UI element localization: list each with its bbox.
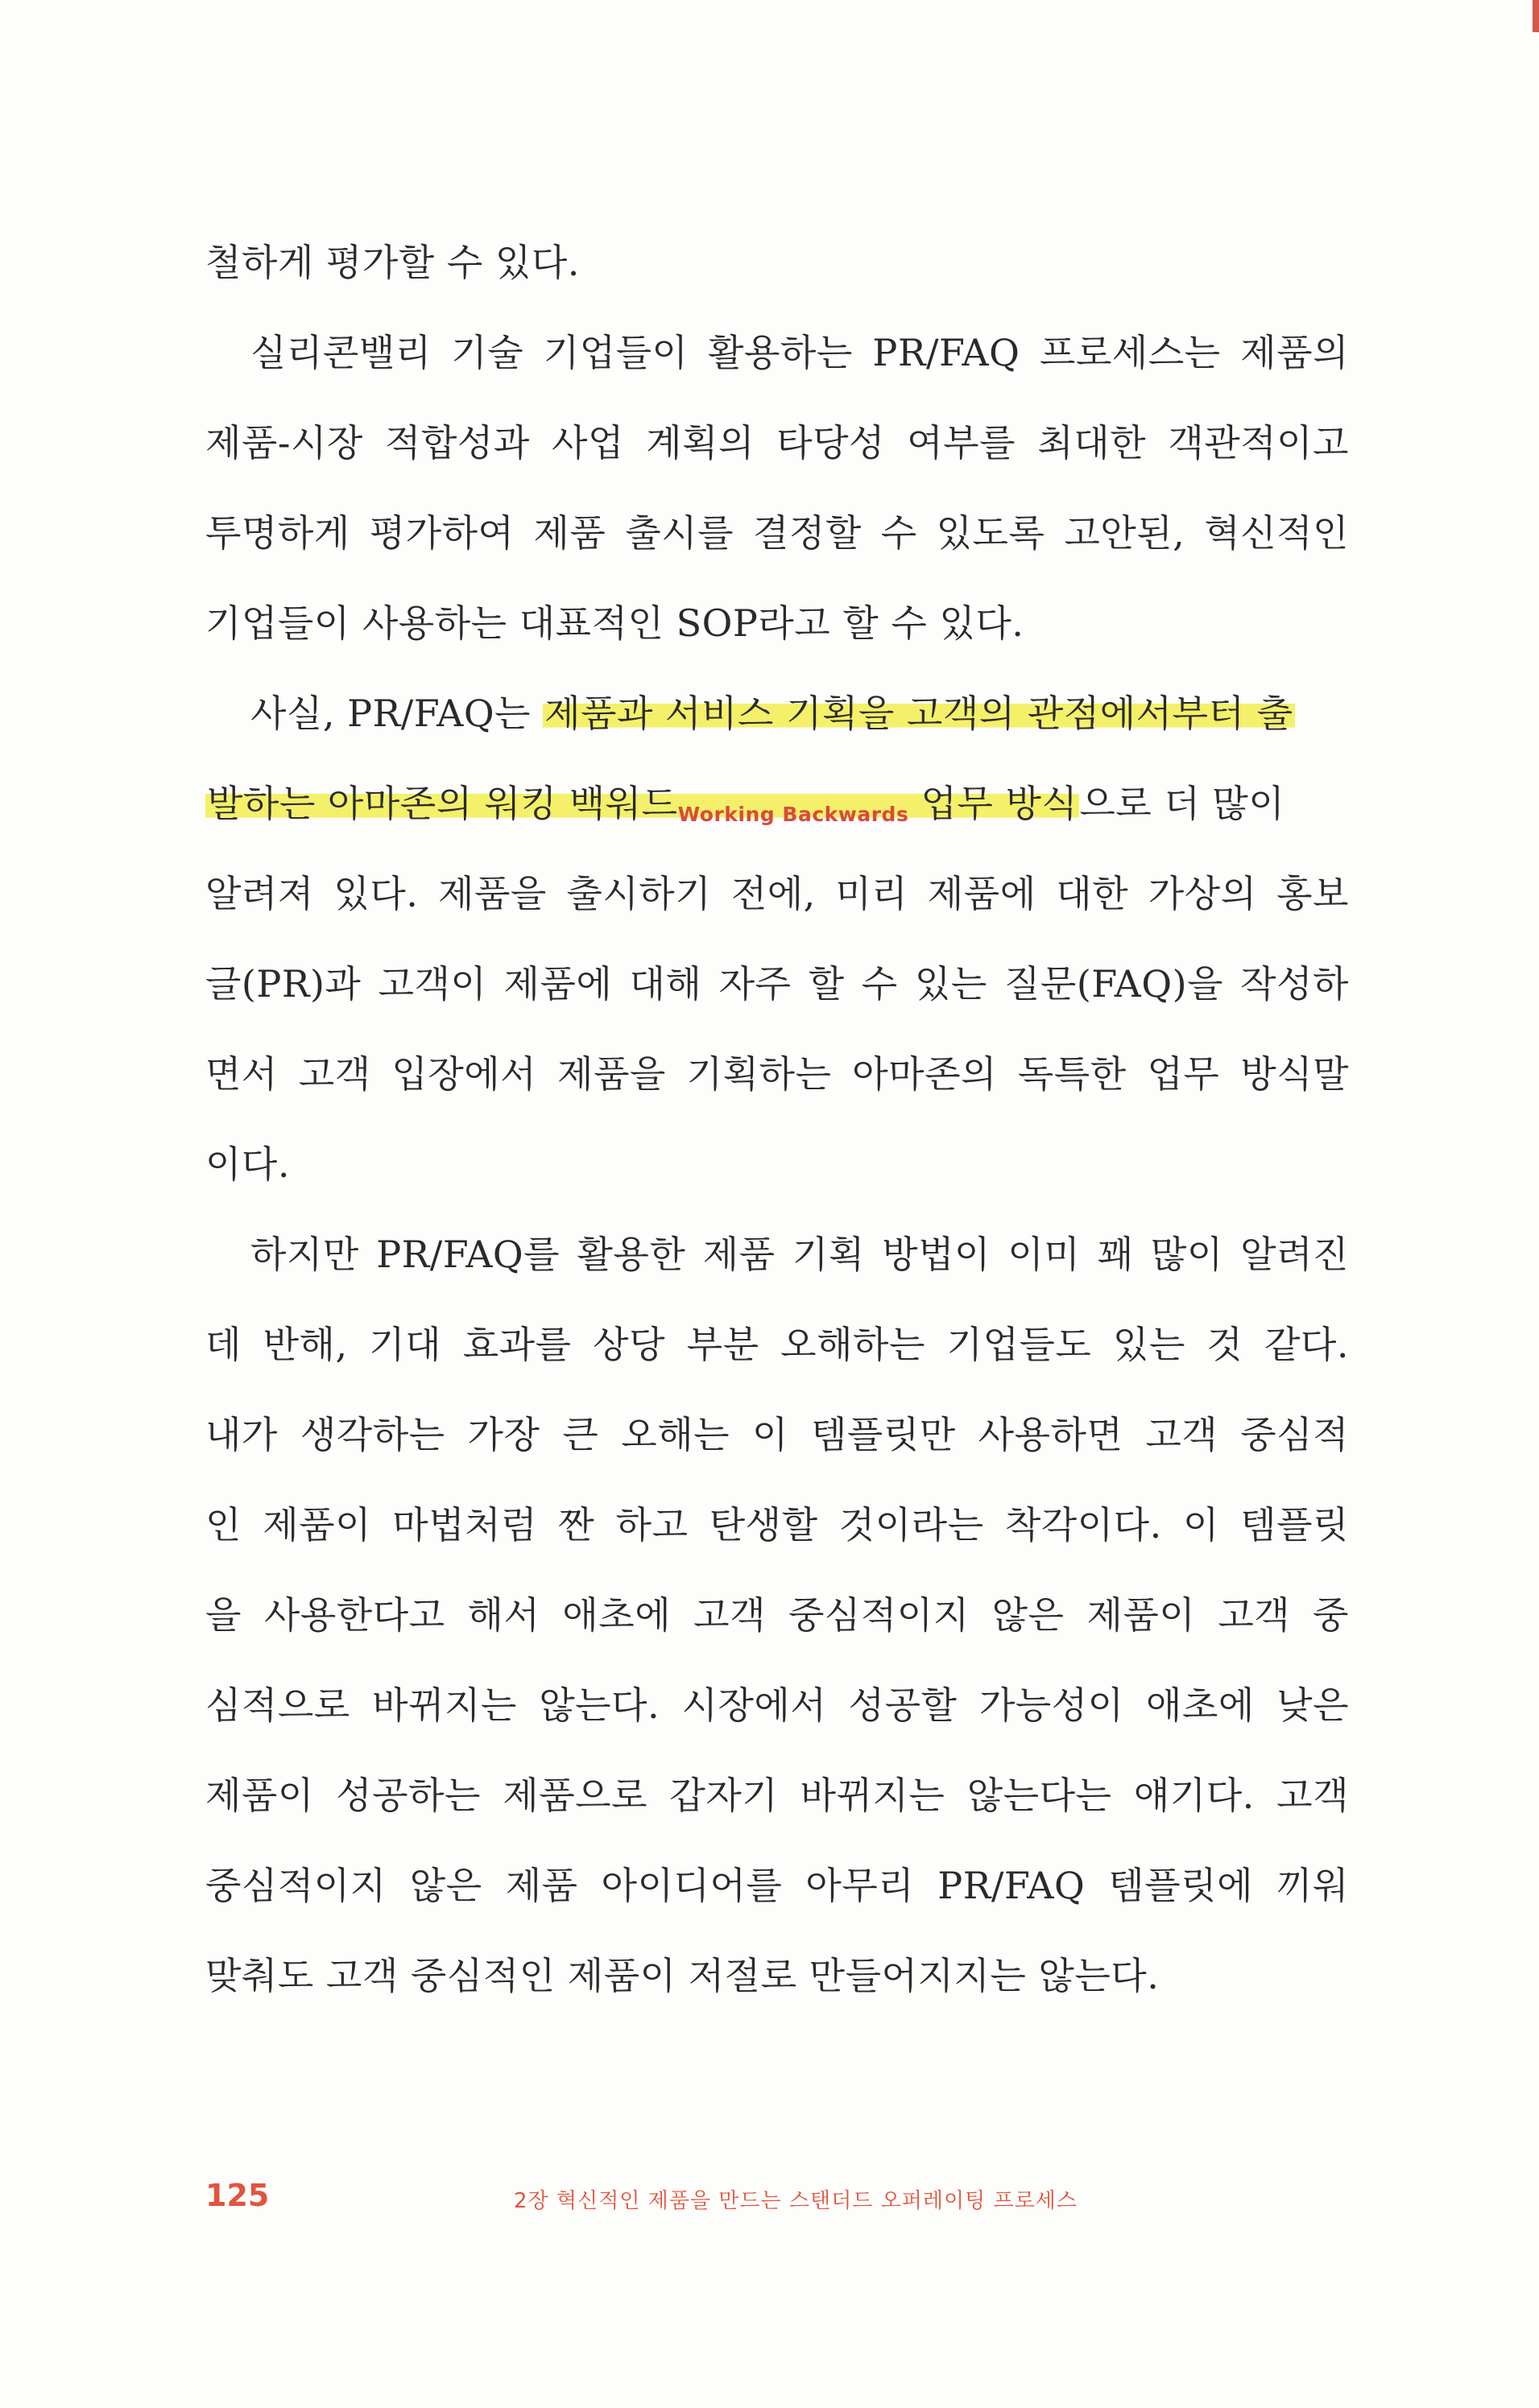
text-line [205, 1931, 1349, 2021]
text-line [205, 217, 1349, 308]
text-line-content: 제품이 성공하는 제품으로 갑자기 바뀌지는 않는다는 얘기다. 고객 [205, 1774, 1349, 1817]
text-line [205, 668, 1349, 758]
text-line-content: 이다. [205, 1142, 290, 1186]
text-line [205, 1209, 1349, 1299]
text-line-content: 기업들이 사용하는 대표적인 SOP라고 할 수 있다. [205, 601, 1024, 645]
text-line [205, 308, 1349, 398]
text-line [205, 758, 1349, 849]
text-line-content: 철하게 평가할 수 있다. [205, 241, 580, 284]
text-line-content: 데 반해, 기대 효과를 상당 부분 오해하는 기업들도 있는 것 같다. [205, 1323, 1349, 1366]
highlighted-text-part: 업무 방식 [908, 782, 1078, 825]
text-line-content: 글(PR)과 고객이 제품에 대해 자주 할 수 있는 질문(FAQ)을 작성하 [205, 962, 1349, 1006]
text-line-content: 으로 더 많이 [1079, 782, 1285, 825]
text-line-content: 하지만 PR/FAQ를 활용한 제품 기획 방법이 이미 꽤 많이 알려진 [250, 1233, 1349, 1276]
text-line-content: 심적으로 바뀌지는 않는다. 시장에서 성공할 가능성이 애초에 낮은 [205, 1683, 1349, 1727]
highlighted-text [205, 782, 1079, 825]
body-text [205, 217, 1349, 2021]
text-line-content: 실리콘밸리 기술 기업들이 활용하는 PR/FAQ 프로세스는 제품의 [250, 331, 1349, 374]
text-line-content: 을 사용한다고 해서 애초에 고객 중심적이지 않은 제품이 고객 중 [205, 1593, 1349, 1637]
text-line [205, 1390, 1349, 1480]
running-chapter-title: 2장 혁신적인 제품을 만드는 스탠더드 오퍼레이팅 프로세스 [514, 2189, 1078, 2213]
text-line [205, 849, 1349, 939]
text-line-content: 제품-시장 적합성과 사업 계획의 타당성 여부를 최대한 객관적이고 [205, 421, 1349, 465]
page-edge-mark [1533, 0, 1539, 32]
text-line [205, 578, 1349, 668]
text-line [205, 1570, 1349, 1660]
text-line [205, 1840, 1349, 1931]
highlighted-text-part: 발하는 아마존의 워킹 백워드 [207, 782, 678, 825]
english-gloss: Working Backwards [677, 803, 909, 826]
text-line-content: 중심적이지 않은 제품 아이디어를 아무리 PR/FAQ 템플릿에 끼워 [205, 1864, 1349, 1907]
text-line [205, 939, 1349, 1029]
text-line-content: 내가 생각하는 가장 큰 오해는 이 템플릿만 사용하면 고객 중심적 [205, 1413, 1349, 1456]
highlighted-text: 제품과 서비스 기획을 고객의 관점에서부터 출 [544, 692, 1293, 735]
text-line [205, 1750, 1349, 1840]
text-line [205, 1299, 1349, 1390]
text-line [205, 488, 1349, 578]
text-line-content: 맞춰도 고객 중심적인 제품이 저절로 만들어지지는 않는다. [205, 1954, 1160, 1997]
page-footer [205, 2178, 1349, 2218]
text-line-content: 인 제품이 마법처럼 짠 하고 탄생할 것이라는 착각이다. 이 템플릿 [205, 1503, 1349, 1547]
text-line-content: 투명하게 평가하여 제품 출시를 결정할 수 있도록 고안된, 혁신적인 [205, 511, 1349, 555]
text-line [205, 1119, 1349, 1209]
text-line [205, 1029, 1349, 1119]
text-line-content: 면서 고객 입장에서 제품을 기획하는 아마존의 독특한 업무 방식말 [205, 1052, 1349, 1096]
text-line [205, 1660, 1349, 1750]
text-line [205, 1480, 1349, 1570]
text-line-content: 사실, PR/FAQ는 [250, 692, 544, 735]
page-number: 125 [205, 2178, 270, 2213]
text-line [205, 398, 1349, 488]
text-line-content: 알려져 있다. 제품을 출시하기 전에, 미리 제품에 대한 가상의 홍보 [205, 872, 1349, 915]
